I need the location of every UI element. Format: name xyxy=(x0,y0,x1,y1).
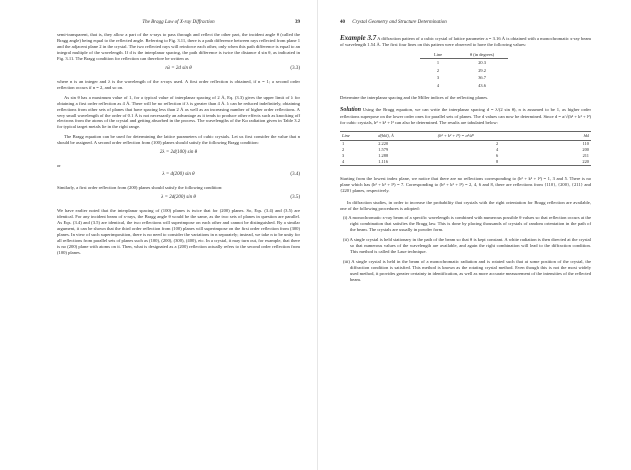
table-cell: 20.3 xyxy=(478,60,486,66)
table-cell: 110 xyxy=(582,141,589,147)
table-cell: 220 xyxy=(558,159,591,166)
table-cell: 29.2 xyxy=(478,67,486,73)
table-cell: 43.6 xyxy=(478,82,486,88)
table-cell: 1 xyxy=(342,141,345,147)
table-cell: 2 xyxy=(436,67,440,73)
left-page-header xyxy=(57,20,300,32)
paragraph: Determine the interplanar spacing and the Miller indices of the reflecting planes. xyxy=(340,94,489,100)
table-cell: 211 xyxy=(582,153,589,159)
table-cell: 36.7 xyxy=(478,75,486,81)
table-cell: 2 xyxy=(496,141,499,147)
right-page-number: 40 xyxy=(340,20,345,25)
equation-text: λ = d(200) sin θ xyxy=(162,172,195,178)
table-header: (h² + k² + l²) = a²/d² xyxy=(436,131,559,140)
table-header: Line xyxy=(420,52,456,59)
table-cell: 8 xyxy=(436,159,559,166)
solution-block xyxy=(340,107,591,126)
right-header-title: Crystal Geometry and Structure Determination xyxy=(352,20,447,25)
list-item: (ii) A single crystal is held stationary in the path of the beam so that θ is kept constant. A white radiation is then directed at the crystal so that numerous values of the wavelength are available, and again the right combination will lead to the diffraction condition. This method is called the Laue technique. xyxy=(343,237,591,255)
paragraph: where n is an integer and λ is the wavelength of the x-rays used. A first order reflection is obtained, if n = 1; a second order reflection occurs if n = 2, and so on. xyxy=(57,78,300,90)
table-cell: 1.579 xyxy=(378,147,389,153)
solution-label: Solution xyxy=(340,106,362,113)
table-cell: 3 xyxy=(342,153,345,159)
or-label: or xyxy=(57,163,61,169)
paragraph: semi-transparent, that is, they allow a part of the x-rays to pass through and reflect the other part, the incident angle θ (called the Bragg angle) being equal to the reflected angle. Referring to Fig. 3.11, there is a path difference between rays reflected from plane 1 and the adjacent plane 2 in the crystal. The two reflected rays will reinforce each other, only when this path difference is equal to an integral multiple of the wavelength. If d is the interplanar spacing, the path difference is twice the distance d sin θ, as indicated in Fig. 3.11. The Bragg condition for reflection can therefore be written as xyxy=(57,32,300,61)
line-angle-table xyxy=(420,52,508,89)
equation-text: nλ = 2d sin θ xyxy=(165,65,192,71)
table-cell: 1.288 xyxy=(378,153,389,159)
table-row xyxy=(420,81,508,89)
table-row xyxy=(340,159,591,166)
table-cell: 4 xyxy=(496,147,499,153)
equation-3-3 xyxy=(57,66,300,73)
table-cell: 2.220 xyxy=(378,141,389,147)
list-item: (iii) A single crystal is held in the beam of a monochromatic radiation and is rotated such that at some position of the crystal, the diffraction condition is satisfied. This method is known as the rotating crystal method. Even though this is not the most widely used method, it provides greater certainty in identification, as well as more accurate measurement of the intensities of the reflected beam. xyxy=(343,259,591,283)
equation-text: λ = 2d(200) sin θ xyxy=(161,195,196,201)
table-cell: 4 xyxy=(436,82,440,88)
list-item: (i) A monochromatic x-ray beam of a specific wavelength is combined with numerous possible θ values so that reflection occurs at the right combination that satisfies the Bragg law. This is done by placing thousands of crystals of random orientation in the path of the beam. The crystals are usually in powder form. xyxy=(343,215,591,233)
table-cell: 1.116 xyxy=(376,159,435,166)
table-header: θ (in degrees) xyxy=(456,52,508,59)
equation-number: (3.4) xyxy=(290,172,300,178)
table-row xyxy=(420,58,508,66)
results-table xyxy=(340,131,591,166)
table-row xyxy=(420,74,508,82)
paragraph: We have earlier noted that the interplanar spacing of (100) planes is twice that for (200) planes. So, Eqs. (3.4) and (3.5) are identical. For any incident beam of x-rays, the Bragg angle θ would be the same, as the two sets of planes in question are parallel. As Eqs. (3.4) and (3.5) are identical, the two reflections will superimpose on each other and cannot be distinguished. By a similar argument, it can be shown that the third order reflection from (100) planes will superimpose on the first order reflection from (300) planes. In view of such superimposition, there is no need to consider the variations in n separately; instead, we take n to be unity for all reflections from parallel sets of planes such as (100), (200), (300), (400), etc. In a crystal, it may turn out, for example, that there is no (200) plane with atoms on it. Then, what is designated as a (200) reflection actually refers to the second order reflection from (100) planes. xyxy=(57,208,300,255)
paragraph: Starting from the lowest index plane, we notice that there are no reflections corresponding to (h² + k² + l²) = 1, 3 and 5. There is no plane which has (h² + k² + l²) = 7. Corresponding to (h² + k² + l²) = 2, 4, 6 and 8, there are reflections from {110}, {200}, {211} and {220} planes, respectively. xyxy=(340,175,591,193)
example-block xyxy=(340,36,591,48)
table-cell: 2 xyxy=(342,147,345,153)
equation-text: 2λ = 2d(100) sin θ xyxy=(159,150,198,156)
left-header-title: The Bragg Law of X-ray Diffraction xyxy=(142,20,215,25)
equation-3-5 xyxy=(57,195,300,202)
table-cell: 4 xyxy=(340,159,376,166)
solution-text: Using the Bragg equation, we can write the interplanar spacing d = λ/(2 sin θ), n is assumed to be 1, as higher order reflections superpose on the lower order ones for parallel sets of planes. The d values can now be determined. Since d = a/√(h² + k² + l²) for cubic crystals, h² + k² + l² can also be determined. The results are tabulated below: xyxy=(340,106,591,125)
right-page xyxy=(318,0,631,470)
equation-number: (3.5) xyxy=(290,195,300,201)
table-header: hkl xyxy=(558,131,591,140)
equation-number: (3.3) xyxy=(290,65,300,71)
paragraph: Similarly, a first order reflection from (200) planes should satisfy the following condition: xyxy=(57,185,223,191)
method-list xyxy=(340,215,591,283)
example-text: A diffraction pattern of a cubic crystal of lattice parameter a = 3.16 Å is obtained with a monochromatic x-ray beam of wavelength 1.54 Å. The first four lines on this pattern were observed to have the following values: xyxy=(340,36,591,47)
table-cell: 200 xyxy=(582,147,589,153)
table-cell: 6 xyxy=(496,153,499,159)
table-row xyxy=(420,66,508,74)
equation-second-order xyxy=(57,150,300,157)
table-header: d(hkl), Å xyxy=(376,131,435,140)
paragraph: As sin θ has a maximum value of 1, for a typical value of interplanar spacing of 2 Å, Eq. (3.3) gives the upper limit of λ for obtaining a first order reflection as 4 Å. There will be no reflection if λ is greater than 4 Å. λ can be reduced indefinitely, obtaining reflections from other sets of planes that have spacing less than 2 Å as well as an increasing number of higher order reflections. A very small wavelength of the order of 0.1 Å is not necessarily an advantage as it tends to produce other effects such as knocking off electrons from the atoms of the crystal and getting absorbed in the process. The wavelengths of the Kα radiation given in Table 3.2 for typical target metals lie in the right range. xyxy=(57,94,300,130)
table-cell: 1 xyxy=(436,60,440,66)
paragraph: In diffraction studies, in order to increase the probability that crystals with the right orientation for Bragg reflection are available, one of the following procedures is adopted: xyxy=(340,199,591,211)
paragraph: The Bragg equation can be used for determining the lattice parameters of cubic crystals. Let us first consider the value that n should be assigned. A second order reflection from (100) planes should satisfy the following Bragg condition: xyxy=(57,134,300,146)
example-label: Example 3.7 xyxy=(340,34,377,42)
right-page-header xyxy=(340,20,591,32)
left-page-number: 39 xyxy=(295,20,300,25)
equation-3-4 xyxy=(57,172,300,179)
table-header: Line xyxy=(340,131,376,140)
table-cell: 3 xyxy=(436,75,440,81)
